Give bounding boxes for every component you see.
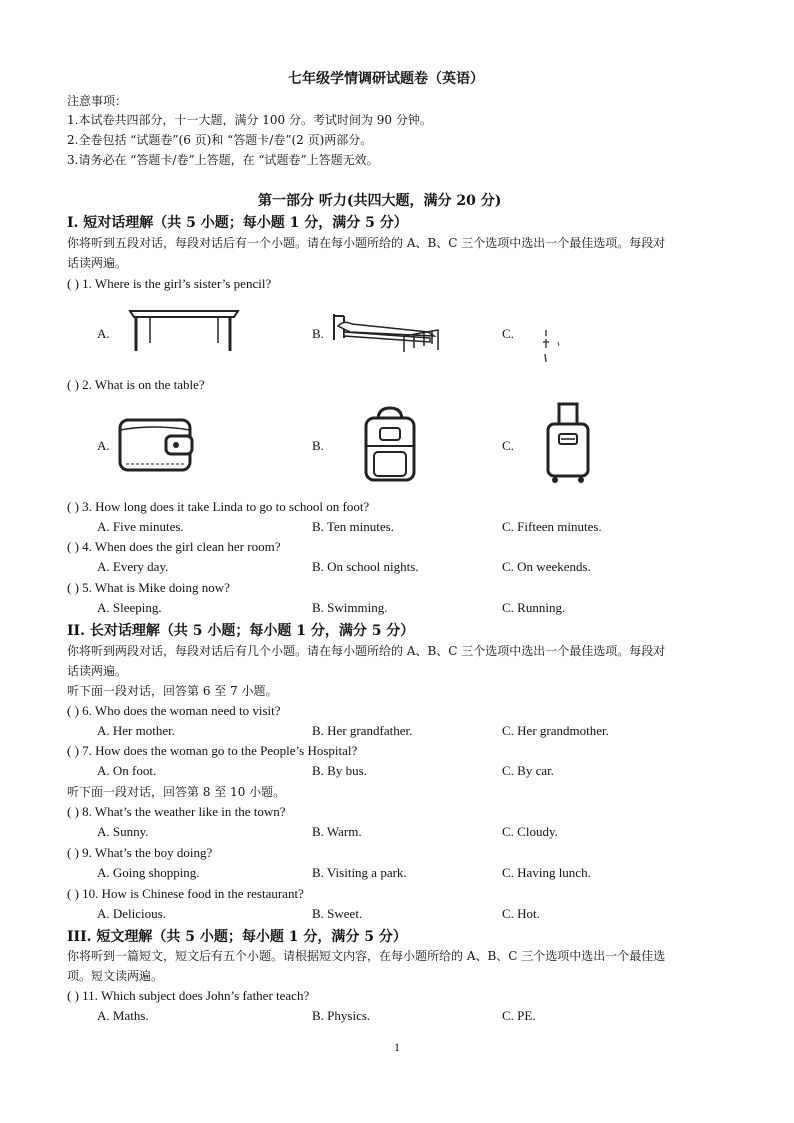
q8-option-c: C. Cloudy. xyxy=(502,824,558,839)
q2-option-a-label: A. xyxy=(97,438,110,453)
bed-icon xyxy=(330,310,442,358)
section1-instruction-cont: 话读两遍。 xyxy=(67,256,128,270)
q1-option-a-label: A. xyxy=(97,326,110,341)
dialog1-instruction: 听下面一段对话，回答第 6 至 7 小题。 xyxy=(67,684,278,698)
question-4-stem: ( ) 4. When does the girl clean her room? xyxy=(67,539,281,554)
notes-heading: 注意事项： xyxy=(67,94,128,108)
q6-option-b: B. Her grandfather. xyxy=(312,723,413,738)
question-11-stem: ( ) 11. Which subject does John’s father teach? xyxy=(67,988,310,1003)
section1-instruction: 你将听到五段对话，每段对话后有一个小题。请在每小题所给的 A、B、C 三个选项中选出一个最佳选项。每段对 xyxy=(67,236,666,250)
q7-option-a: A. On foot. xyxy=(97,763,157,778)
section2-instruction: 你将听到两段对话，每段对话后有几个小题。请在每小题所给的 A、B、C 三个选项中选出一个最佳选项。每段对 xyxy=(67,644,666,658)
q4-option-b: B. On school nights. xyxy=(312,559,419,574)
section1-heading: I. 短对话理解（共 5 小题；每小题 1 分，满分 5 分） xyxy=(67,215,408,231)
q3-option-b: B. Ten minutes. xyxy=(312,519,394,534)
q1-option-b-label: B. xyxy=(312,326,324,341)
note-item: 2.全卷包括 “试题卷”(6 页)和 “答题卡/卷”(2 页)两部分。 xyxy=(67,133,373,147)
table-icon xyxy=(128,303,240,357)
q8-option-a: A. Sunny. xyxy=(97,824,149,839)
q3-option-a: A. Five minutes. xyxy=(97,519,184,534)
q9-option-a: A. Going shopping. xyxy=(97,865,200,880)
pencil-icon xyxy=(540,326,570,370)
q5-option-b: B. Swimming. xyxy=(312,600,388,615)
q3-option-c: C. Fifteen minutes. xyxy=(502,519,602,534)
q9-option-c: C. Having lunch. xyxy=(502,865,591,880)
question-2-stem: ( ) 2. What is on the table? xyxy=(67,377,205,392)
page-number: 1 xyxy=(394,1040,400,1054)
wallet-icon xyxy=(118,416,194,478)
q11-option-b: B. Physics. xyxy=(312,1008,371,1023)
question-1-stem: ( ) 1. Where is the girl’s sister’s pencil? xyxy=(67,276,272,291)
q11-option-a: A. Maths. xyxy=(97,1008,149,1023)
part1-heading: 第一部分 听力(共四大题，满分 20 分) xyxy=(258,193,502,209)
q7-option-b: B. By bus. xyxy=(312,763,367,778)
section2-heading: II. 长对话理解（共 5 小题；每小题 1 分，满分 5 分） xyxy=(67,623,415,639)
q2-option-c-label: C. xyxy=(502,438,514,453)
q6-option-a: A. Her mother. xyxy=(97,723,175,738)
section3-heading: III. 短文理解（共 5 小题；每小题 1 分，满分 5 分） xyxy=(67,929,407,945)
q4-option-a: A. Every day. xyxy=(97,559,169,574)
question-10-stem: ( ) 10. How is Chinese food in the restaurant? xyxy=(67,886,304,901)
q11-option-c: C. PE. xyxy=(502,1008,536,1023)
q2-option-b-label: B. xyxy=(312,438,324,453)
question-9-stem: ( ) 9. What’s the boy doing? xyxy=(67,845,213,860)
q6-option-c: C. Her grandmother. xyxy=(502,723,609,738)
suitcase-icon xyxy=(545,400,591,490)
question-5-stem: ( ) 5. What is Mike doing now? xyxy=(67,580,230,595)
q10-option-b: B. Sweet. xyxy=(312,906,363,921)
section3-instruction: 你将听到一篇短文，短文后有五个小题。请根据短文内容，在每小题所给的 A、B、C 三个选项中选出一个最佳选 xyxy=(67,949,666,963)
q1-option-c-label: C. xyxy=(502,326,514,341)
q5-option-c: C. Running. xyxy=(502,600,566,615)
page-title: 七年级学情调研试题卷（英语） xyxy=(288,71,484,87)
q5-option-a: A. Sleeping. xyxy=(97,600,162,615)
question-8-stem: ( ) 8. What’s the weather like in the town? xyxy=(67,804,286,819)
q10-option-c: C. Hot. xyxy=(502,906,540,921)
q4-option-c: C. On weekends. xyxy=(502,559,591,574)
q9-option-b: B. Visiting a park. xyxy=(312,865,407,880)
question-6-stem: ( ) 6. Who does the woman need to visit? xyxy=(67,703,281,718)
note-item: 1.本试卷共四部分，十一大题，满分 100 分。考试时间为 90 分钟。 xyxy=(67,113,432,127)
q8-option-b: B. Warm. xyxy=(312,824,362,839)
q7-option-c: C. By car. xyxy=(502,763,554,778)
q10-option-a: A. Delicious. xyxy=(97,906,166,921)
question-7-stem: ( ) 7. How does the woman go to the People’s Hospital? xyxy=(67,743,358,758)
note-item: 3.请务必在 “答题卡/卷”上答题，在 “试题卷”上答题无效。 xyxy=(67,153,379,167)
section2-instruction-cont: 话读两遍。 xyxy=(67,664,128,678)
backpack-icon xyxy=(362,406,418,488)
dialog2-instruction: 听下面一段对话，回答第 8 至 10 小题。 xyxy=(67,785,286,799)
section3-instruction-cont: 项。短文读两遍。 xyxy=(67,969,164,983)
question-3-stem: ( ) 3. How long does it take Linda to go to school on foot? xyxy=(67,499,370,514)
